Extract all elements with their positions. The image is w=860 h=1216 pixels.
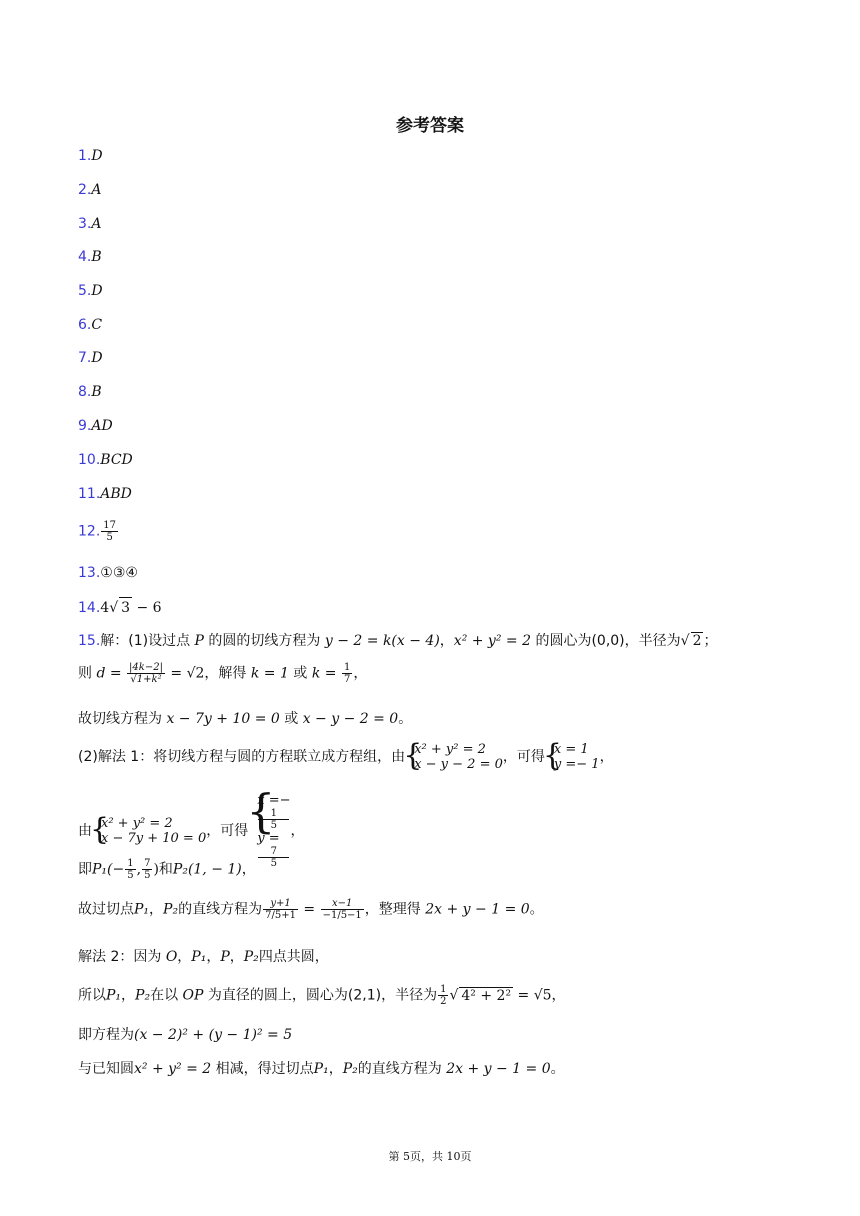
- solution-line-3: 故切线方程为 x − 7y + 10 = 0 或 x − y − 2 = 0。: [78, 711, 413, 727]
- answer-item: 14.4√ 3 − 6: [78, 597, 162, 618]
- solution-line-10: 即方程为(x − 2)² + (y − 1)² = 5: [78, 1027, 293, 1043]
- answer-item: 2.A: [78, 182, 102, 198]
- page-footer: 第 5页，共 10页: [388, 1150, 472, 1163]
- page-title: 参考答案: [396, 116, 464, 136]
- answer-item: 4.B: [78, 249, 102, 265]
- solution-line-5: 由 { x² + y² = 2 x − 7y + 10 = 0 ，可得 { x =− 1 5 y = 7 5 ，: [78, 793, 304, 869]
- answer-item: 13.①③④: [78, 565, 138, 581]
- answer-item: 6.C: [78, 317, 103, 333]
- answer-item: 8.B: [78, 384, 102, 400]
- solution-line-4: (2)解法 1：将切线方程与圆的方程联立成方程组，由 { x² + y² = 2 x − y − 2 = 0 ，可得 { x = 1 y =− 1 ，: [78, 742, 614, 772]
- answer-item: 5.D: [78, 283, 103, 299]
- answer-item: 7.D: [78, 350, 103, 366]
- solution-line-1: 15.解：(1)设过点 P 的圆的切线方程为 y − 2 = k(x − 4)，x² + y² = 2 的圆心为(0,0)，半径为√ 2 ；: [78, 633, 718, 649]
- answer-item: 9.AD: [78, 418, 113, 434]
- answer-item: 10.BCD: [78, 452, 133, 468]
- solution-line-8: 解法 2：因为 O，P₁，P，P₂四点共圆，: [78, 949, 329, 965]
- solution-line-2: 则 d = $\frac{|4k-2|}{\text{√1+k²}}$ = √2，解得 k = 1 或 k = $\frac{1}{7}$ ，: [78, 662, 368, 685]
- solution-line-11: 与已知圆x² + y² = 2 相减，得过切点P₁，P₂的直线方程为 2x + y − 1 = 0。: [78, 1061, 565, 1077]
- answer-item: 3.A: [78, 216, 102, 232]
- solution-line-9: 所以P₁，P₂在以 OP 为直径的圆上，圆心为(2,1)，半径为 $\frac{1}{2}$ √ 4² + 2² = √5，: [78, 984, 566, 1007]
- answer-item: 11.ABD: [78, 486, 132, 502]
- answer-item: 1.D: [78, 148, 103, 164]
- solution-line-7: 故过切点P₁，P₂的直线方程为 $\frac{y+1}{7/5+1}$ = $\frac{x-1}{-1/5-1}$ ，整理得 2x + y − 1 = 0。: [78, 898, 544, 921]
- solution-line-6: 即P₁(− $\frac{1}{5}$ , $\frac{7}{5}$ )和P₂(1, − 1)，: [78, 858, 256, 881]
- answer-item: 12. $\frac{17}{5}$: [78, 520, 116, 543]
